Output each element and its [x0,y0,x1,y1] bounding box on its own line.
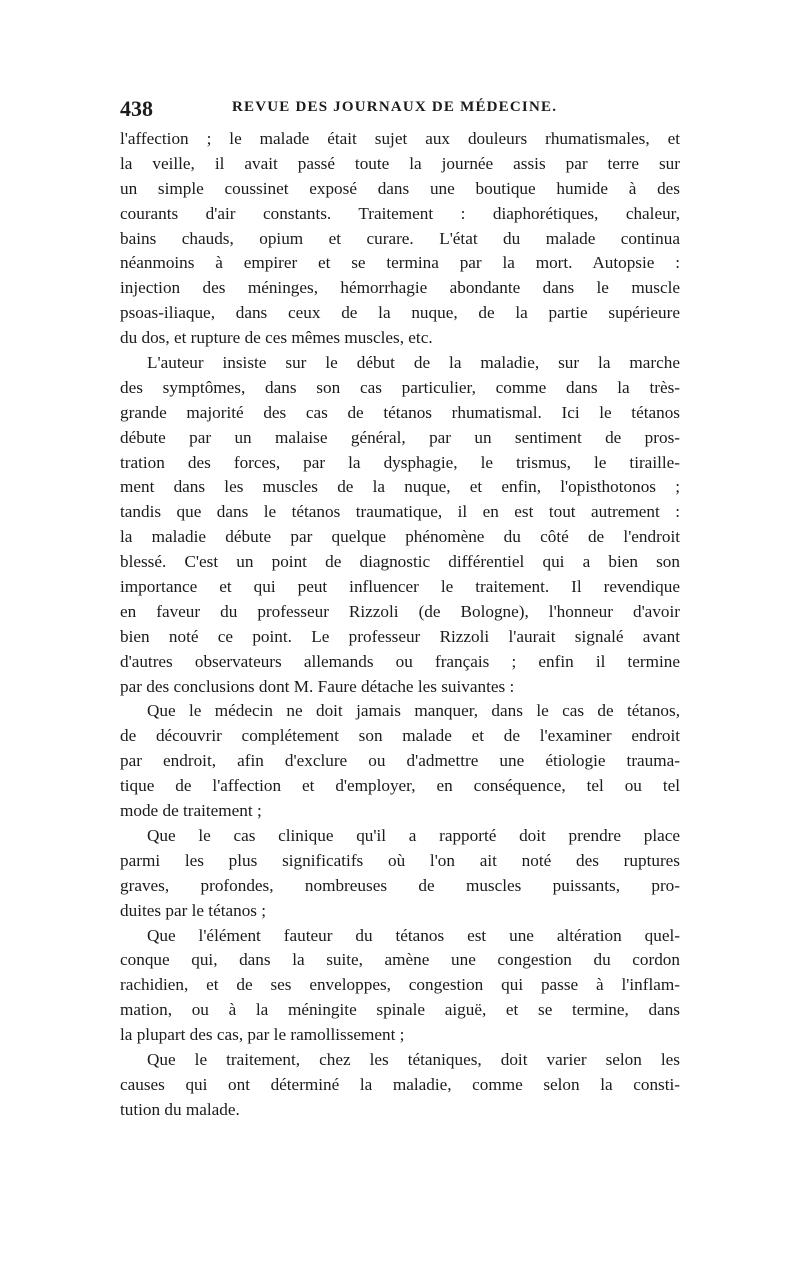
text-line: tandis que dans le tétanos traumatique, il en est tout autrement : [120,502,680,522]
text-line: tration des forces, par la dysphagie, le trismus, le tiraille- [120,452,680,472]
text-line: parmi les plus significatifs où l'on ait noté des ruptures [120,850,680,870]
body-text [120,127,680,1123]
text-line: la maladie débute par quelque phénomène du côté de l'endroit [120,527,680,547]
text-line: de découvrir complétement son malade et de l'examiner endroit [120,726,680,746]
text-line: l'affection ; le malade était sujet aux douleurs rhumatismales, et [120,129,680,148]
text-line: la veille, il avait passé toute la journée assis par terre sur [120,153,680,173]
text-line: un simple coussinet exposé dans une boutique humide à des [120,178,680,198]
text-line: grande majorité des cas de tétanos rhumatismal. Ici le tétanos [120,402,680,422]
paragraph-start-line: L'auteur insiste sur le début de la maladie, sur la marche [147,353,680,373]
text-line: courants d'air constants. Traitement : diaphorétiques, chaleur, [120,203,680,223]
text-line: causes qui ont déterminé la maladie, comme selon la consti- [120,1074,680,1094]
text-line: conque qui, dans la suite, amène une congestion du cordon [120,950,680,970]
text-line: ment dans les muscles de la nuque, et enfin, l'opisthotonos ; [120,477,680,497]
text-line: bien noté ce point. Le professeur Rizzoli l'aurait signalé avant [120,626,680,646]
text-line: d'autres observateurs allemands ou français ; enfin il termine [120,651,680,671]
text-line: néanmoins à empirer et se termina par la mort. Autopsie : [120,253,680,273]
text-line: mode de traitement ; [120,801,262,821]
text-line: duites par le tétanos ; [120,900,267,920]
text-line: tution du malade. [120,1099,240,1119]
paragraph-start-line: Que le cas clinique qu'il a rapporté doit prendre place [147,825,680,845]
text-line: du dos, et rupture de ces mêmes muscles, etc. [120,328,433,348]
page-number: 438 [120,96,153,121]
paragraph-start-line: Que le traitement, chez les tétaniques, doit varier selon les [147,1049,680,1069]
page-header [120,96,680,126]
text-line: importance et qui peut influencer le traitement. Il revendique [120,577,680,597]
text-line: des symptômes, dans son cas particulier, comme dans la très- [120,377,680,397]
paragraph-start-line: Que l'élément fauteur du tétanos est une altération quel- [147,925,680,945]
text-line: tique de l'affection et d'employer, en conséquence, tel ou tel [120,776,680,796]
text-line: graves, profondes, nombreuses de muscles puissants, pro- [120,875,680,895]
text-line: injection des méninges, hémorrhagie abondante dans le muscle [120,278,680,298]
text-line: blessé. C'est un point de diagnostic différentiel qui a bien son [120,552,680,572]
text-line: par des conclusions dont M. Faure détache les suivantes : [120,676,515,696]
text-line: par endroit, afin d'exclure ou d'admettre une étiologie trauma- [120,751,680,771]
text-line: en faveur du professeur Rizzoli (de Bologne), l'honneur d'avoir [120,601,680,621]
text-line: bains chauds, opium et curare. L'état du malade continua [120,228,680,248]
text-line: débute par un malaise général, par un sentiment de pros- [120,427,680,447]
text-line: mation, ou à la méningite spinale aiguë, et se termine, dans [120,1000,680,1020]
text-line: rachidien, et de ses enveloppes, congestion qui passe à l'inflam- [120,975,680,995]
text-line: psoas-iliaque, dans ceux de la nuque, de la partie supérieure [120,303,680,323]
running-title: REVUE DES JOURNAUX DE MÉDECINE. [232,99,558,115]
text-line: la plupart des cas, par le ramollissement ; [120,1025,405,1045]
paragraph-start-line: Que le médecin ne doit jamais manquer, dans le cas de tétanos, [147,701,680,721]
